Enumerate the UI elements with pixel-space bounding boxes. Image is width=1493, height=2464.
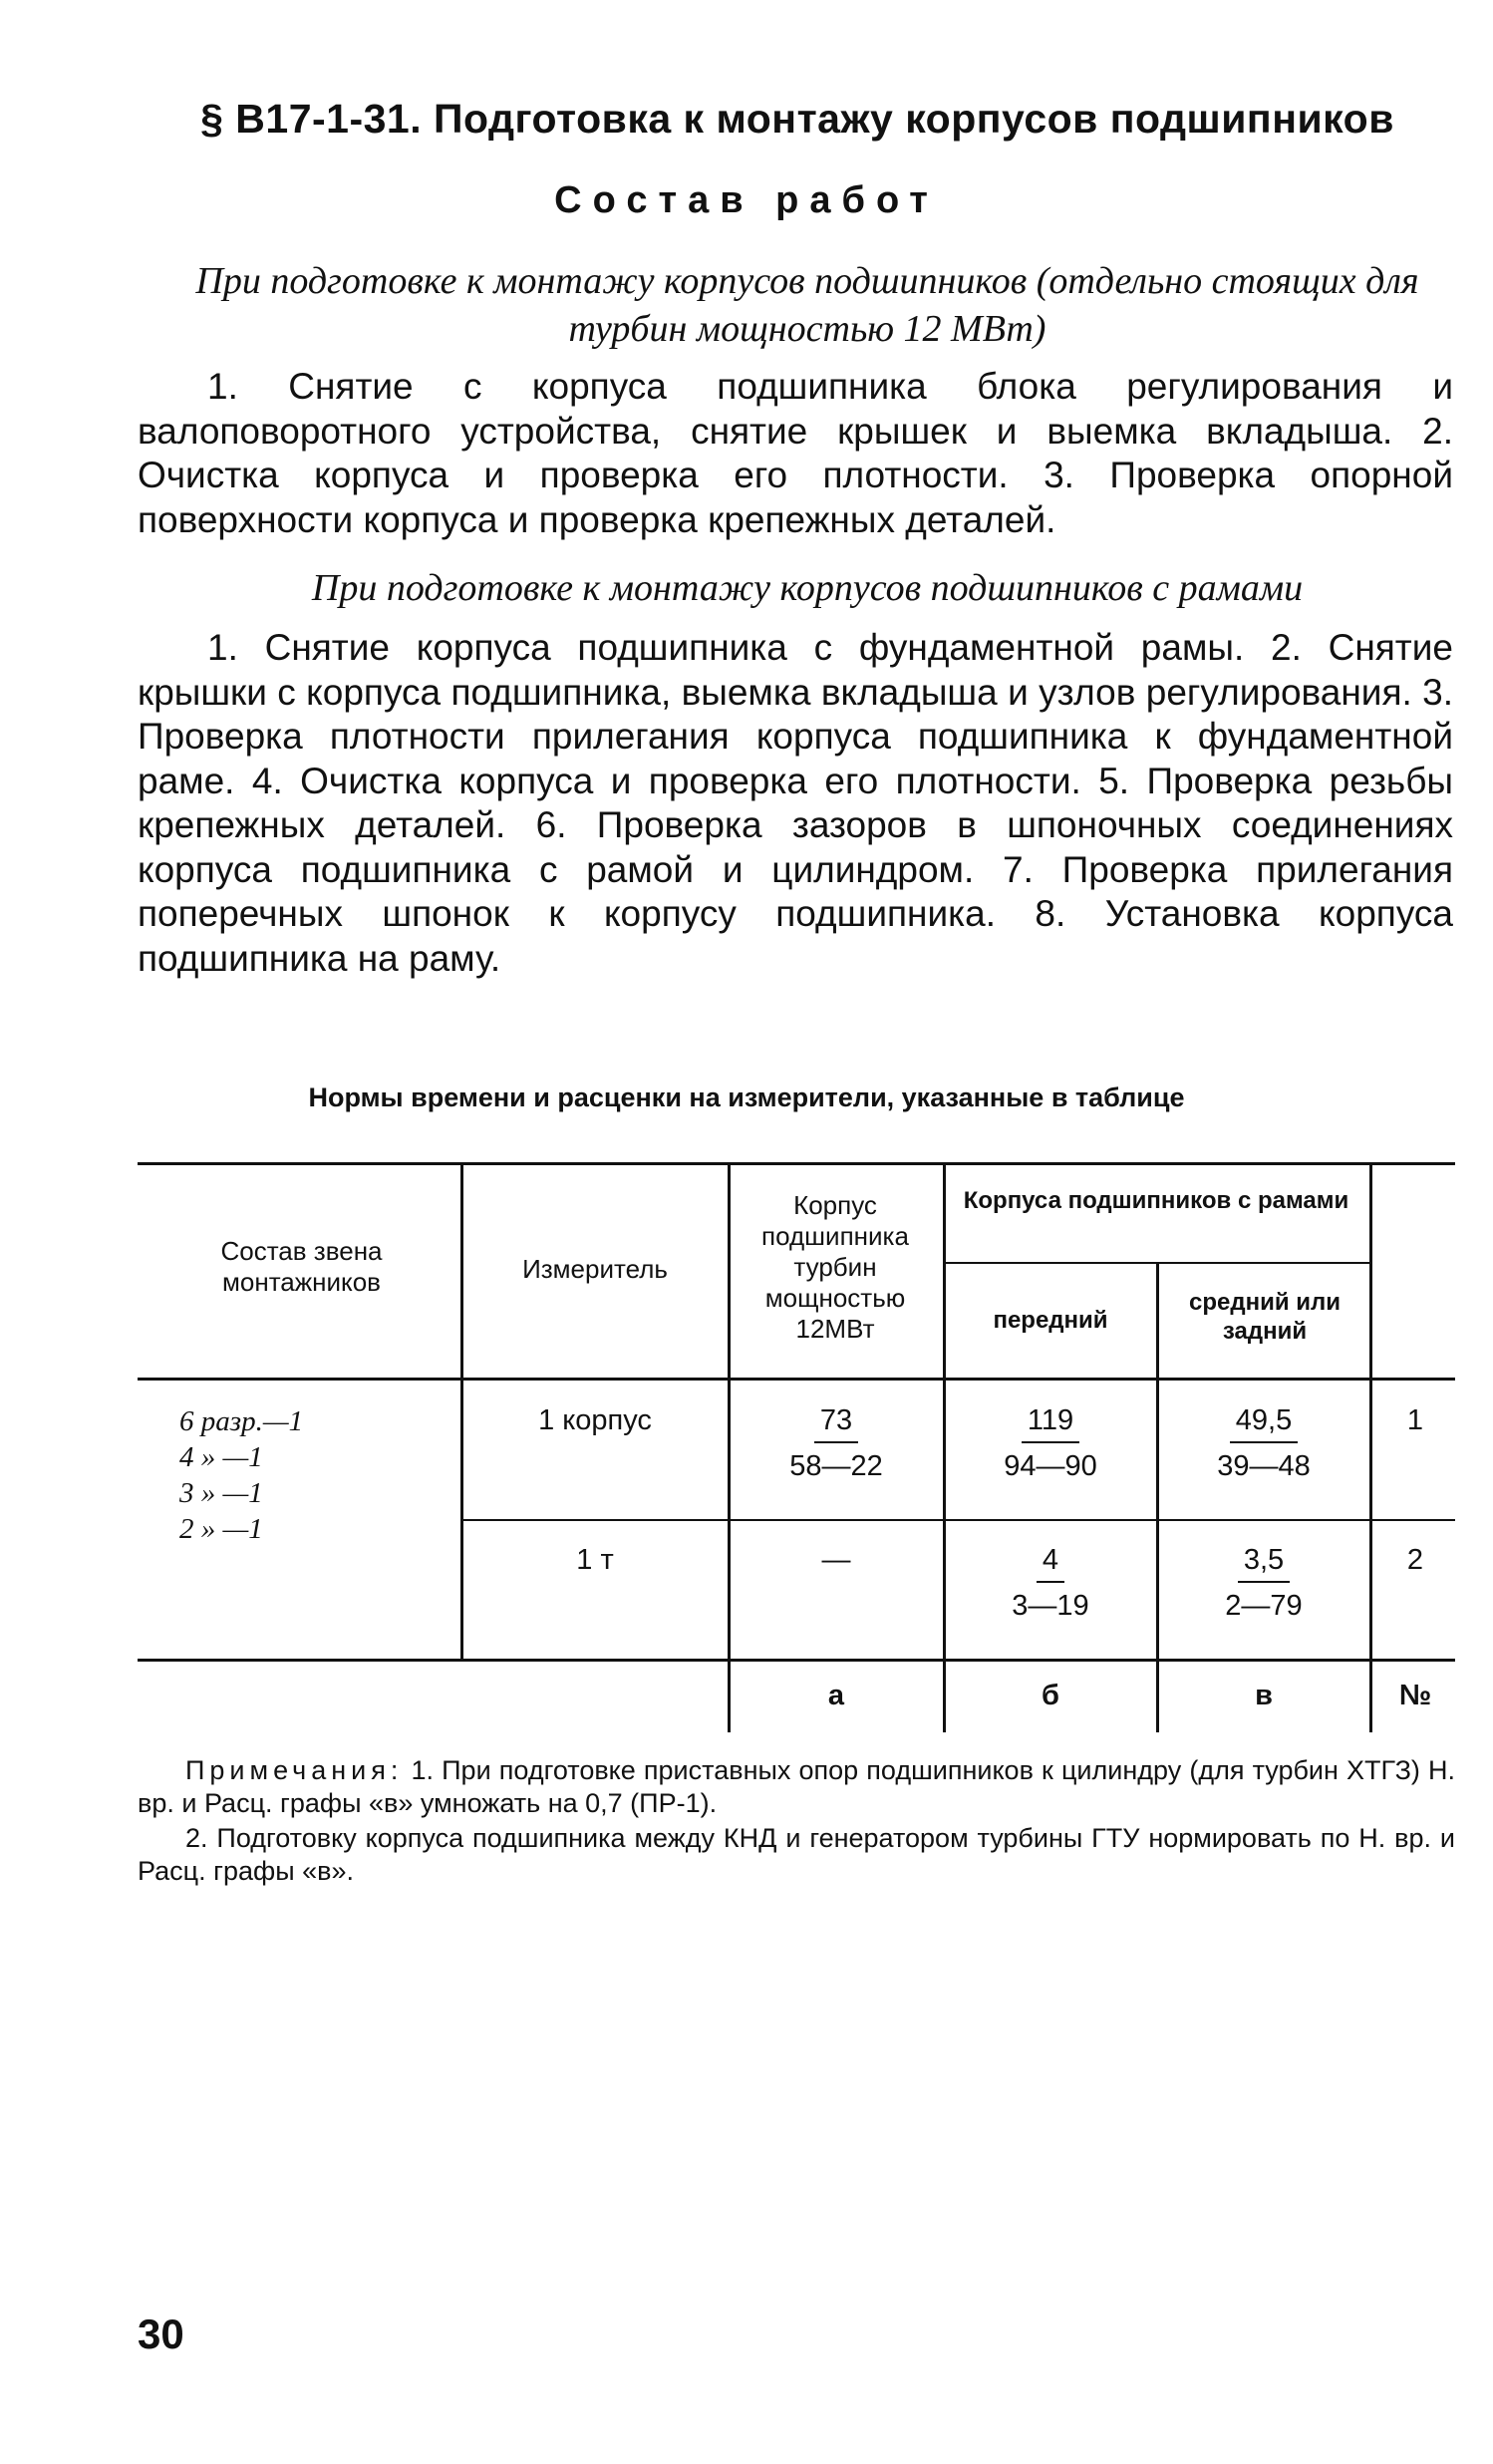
row1-number: 1 (1406, 1404, 1424, 1436)
row2-v-rate: 2—79 (1225, 1590, 1303, 1622)
note-1-text: 1. При подготовке приставных опор подшипников к цилиндру (для турбин ХТГЗ) Н. вр. и Расц. графы «в» умножать на 0,7 (ПР-1). (138, 1755, 1455, 1818)
row2-col-b (947, 1543, 1154, 1623)
header-group: Корпуса подшипников с рамами (963, 1187, 1349, 1214)
row1-col-v (1160, 1403, 1367, 1483)
block2-heading: При подготовке к монтажу корпусов подшипников с рамами (311, 567, 1304, 609)
row1-b-rate: 94—90 (1004, 1450, 1097, 1482)
note-1 (138, 1754, 1455, 1820)
note-2: 2. Подготовку корпуса подшипника между КНД и генератором турбины ГТУ нормировать по Н. вр. и Расц. графы «в». (138, 1823, 1455, 1886)
work-composition-heading: Состав работ (554, 179, 939, 221)
crew-composition (179, 1403, 419, 1547)
row1-col-a (732, 1403, 941, 1483)
col-letter-num: № (1398, 1680, 1432, 1711)
row1-a-time: 73 (814, 1403, 858, 1443)
row2-v-time: 3,5 (1238, 1543, 1290, 1583)
block2-text: 1. Снятие корпуса подшипника с фундаментной рамы. 2. Снятие крышки с корпуса подшипника, выемка вкладыша и узлов регулирования. 3. Проверка плотности прилегания корпуса подшипника к фундаментной раме. 4. Очистка корпуса и проверка его плотности. 5. Проверка резьбы крепежных деталей. 6. Проверка зазоров в шпоночных соединениях корпуса подшипника с рамой и цилиндром. 7. Проверка прилегания поперечных шпонок к корпусу подшипника. 8. Установка корпуса подшипника на раму. (138, 627, 1453, 979)
row1-b-time: 119 (1022, 1403, 1079, 1443)
section-title: § В17-1-31. Подготовка к монтажу корпусов подшипников (200, 96, 1394, 142)
row1-v-time: 49,5 (1230, 1403, 1298, 1443)
col-divider-4 (1156, 1264, 1159, 1732)
row1-a-rate: 58—22 (789, 1450, 883, 1482)
header-col-a: Корпус подшипника турбин мощностью 12МВт (761, 1190, 909, 1344)
block1-heading: При подготовке к монтажу корпусов подшипников (отдельно стоящих для турбин мощностью 12 МВт) (195, 260, 1419, 350)
table-bottom-rule (138, 1659, 1455, 1662)
table-caption: Нормы времени и расценки на измерители, указанные в таблице (308, 1082, 1185, 1112)
row2-unit: 1 т (576, 1544, 614, 1576)
crew-line: 6 разр.—1 (179, 1405, 304, 1437)
col-divider-1 (460, 1162, 463, 1659)
col-divider-5 (1369, 1162, 1372, 1732)
header-col-b: передний (993, 1307, 1108, 1334)
header-bottom-rule (138, 1378, 1455, 1381)
crew-line: 2 » —1 (179, 1513, 263, 1545)
col-letter-a: а (827, 1680, 845, 1711)
row2-b-rate: 3—19 (1012, 1590, 1089, 1622)
block1-text: 1. Снятие с корпуса подшипника блока регулирования и валоповоротного устройства, снятие крышек и выемка вкладыша. 2. Очистка корпуса и проверка его плотности. 3. Проверка опорной поверхности корпуса и проверка крепежных деталей. (138, 366, 1453, 540)
row2-number: 2 (1406, 1544, 1424, 1576)
header-crew: Состав звена монтажников (220, 1236, 383, 1297)
row1-unit: 1 корпус (538, 1404, 652, 1436)
header-unit: Измеритель (522, 1254, 668, 1284)
col-divider-2 (728, 1162, 731, 1732)
row2-col-v (1160, 1543, 1367, 1623)
row2-col-a: — (821, 1544, 851, 1576)
table-top-rule (138, 1162, 1455, 1165)
row2-b-time: 4 (1037, 1543, 1064, 1583)
header-col-v: средний или задний (1188, 1289, 1341, 1345)
crew-line: 3 » —1 (179, 1477, 263, 1509)
col-divider-3 (943, 1162, 946, 1732)
row1-v-rate: 39—48 (1217, 1450, 1311, 1482)
col-letter-b: б (1042, 1680, 1059, 1711)
row1-col-b (947, 1403, 1154, 1483)
notes-label: Примечания: (185, 1755, 404, 1785)
crew-line: 4 » —1 (179, 1441, 263, 1473)
row-divider (460, 1519, 1455, 1521)
page-number: 30 (138, 2310, 184, 2357)
col-letter-v: в (1255, 1680, 1273, 1711)
